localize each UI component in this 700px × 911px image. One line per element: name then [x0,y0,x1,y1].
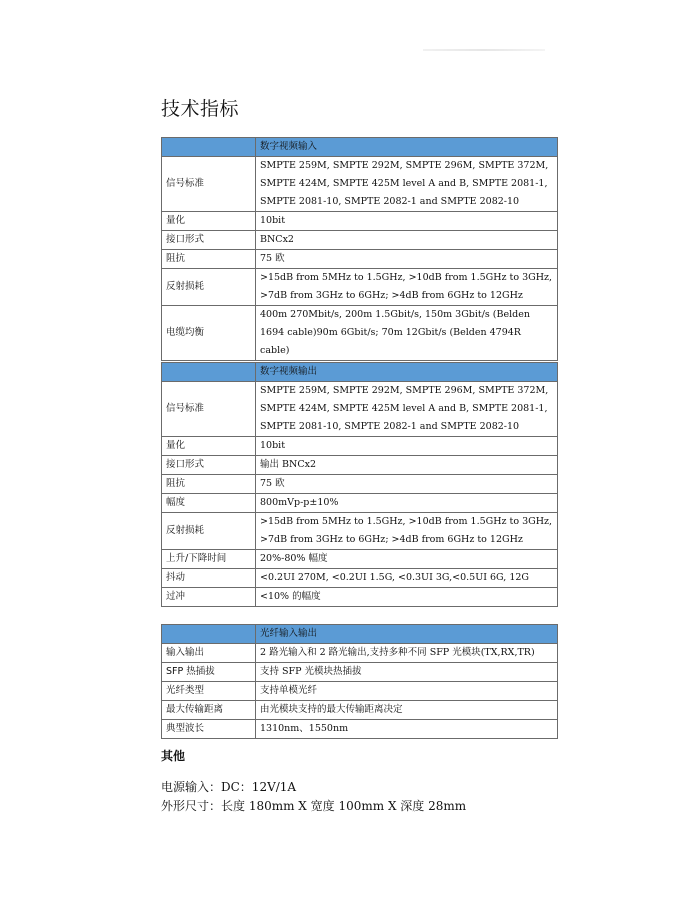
row-value: 20%-80% 幅度 [256,550,558,569]
row-value: 10bit [256,212,558,231]
table-row [162,569,558,588]
table-row [162,231,558,250]
row-value: 10bit [256,437,558,456]
row-label: SFP 热插拔 [162,663,256,682]
row-value: 支持 SFP 光模块热插拔 [256,663,558,682]
row-value: 由光模块支持的最大传输距离决定 [256,701,558,720]
table-row [162,720,558,739]
row-value: 75 欧 [256,250,558,269]
row-value: 支持单模光纤 [256,682,558,701]
row-label: 输入输出 [162,644,256,663]
page-title: 技术指标 [161,98,240,120]
row-label: 最大传输距离 [162,701,256,720]
table-header-row [162,625,558,644]
table-header: 数字视频输出 [256,363,558,382]
table-header: 光纤输入输出 [256,625,558,644]
table-row [162,588,558,607]
row-label: 抖动 [162,569,256,588]
row-label: 阻抗 [162,475,256,494]
header-blank-cell [162,625,256,644]
row-label: 电缆均衡 [162,306,256,361]
spec-table-video-input [161,137,558,361]
table-row [162,494,558,513]
table-row [162,269,558,306]
row-value: >15dB from 5MHz to 1.5GHz, >10dB from 1.5GHz to 3GHz, >7dB from 3GHz to 6GHz; >4dB from 6GHz to 12GHz [256,269,558,306]
row-label: 信号标准 [162,382,256,437]
table-row [162,475,558,494]
spec-table-fiber-io [161,624,558,739]
row-label: 信号标准 [162,157,256,212]
row-value: SMPTE 259M, SMPTE 292M, SMPTE 296M, SMPTE 372M, SMPTE 424M, SMPTE 425M level A and B, SMPTE 2081-1, SMPTE 2081-10, SMPTE 2082-1 and SMPTE 2082-10 [256,157,558,212]
dimensions-line: 外形尺寸：长度 180mm X 宽度 100mm X 深度 28mm [161,799,467,813]
table-row [162,550,558,569]
table-row [162,382,558,437]
row-label: 幅度 [162,494,256,513]
table-header: 数字视频输入 [256,138,558,157]
row-label: 典型波长 [162,720,256,739]
row-label: 反射损耗 [162,269,256,306]
row-value: 400m 270Mbit/s, 200m 1.5Gbit/s, 150m 3Gbit/s (Belden 1694 cable)90m 6Gbit/s; 70m 12Gbit/s (Belden 4794R cable) [256,306,558,361]
table-header-row [162,138,558,157]
table-row [162,157,558,212]
row-value: 2 路光输入和 2 路光输出,支持多种不同 SFP 光模块(TX,RX,TR) [256,644,558,663]
row-value: <10% 的幅度 [256,588,558,607]
row-label: 接口形式 [162,456,256,475]
row-label: 过冲 [162,588,256,607]
row-label: 上升/下降时间 [162,550,256,569]
row-value: 800mVp-p±10% [256,494,558,513]
row-value: 1310nm、1550nm [256,720,558,739]
table-row [162,212,558,231]
table-row [162,644,558,663]
row-value: SMPTE 259M, SMPTE 292M, SMPTE 296M, SMPTE 372M, SMPTE 424M, SMPTE 425M level A and B, SMPTE 2081-1, SMPTE 2081-10, SMPTE 2082-1 and SMPTE 2082-10 [256,382,558,437]
row-value: BNCx2 [256,231,558,250]
table-row [162,250,558,269]
table-row [162,456,558,475]
row-label: 光纤类型 [162,682,256,701]
row-value: <0.2UI 270M, <0.2UI 1.5G, <0.3UI 3G,<0.5UI 6G, 12G [256,569,558,588]
row-label: 阻抗 [162,250,256,269]
row-value: 输出 BNCx2 [256,456,558,475]
spec-table-video-output [161,362,558,607]
table-row [162,437,558,456]
row-value: 75 欧 [256,475,558,494]
table-row [162,701,558,720]
header-blank-cell [162,138,256,157]
table-row [162,513,558,550]
row-label: 反射损耗 [162,513,256,550]
table-row [162,663,558,682]
other-heading: 其他 [161,749,186,763]
table-row [162,682,558,701]
header-rule [423,49,545,51]
power-input-line: 电源输入：DC：12V/1A [161,780,297,794]
table-header-row [162,363,558,382]
header-blank-cell [162,363,256,382]
row-label: 量化 [162,212,256,231]
row-label: 量化 [162,437,256,456]
row-value: >15dB from 5MHz to 1.5GHz, >10dB from 1.5GHz to 3GHz, >7dB from 3GHz to 6GHz; >4dB from 6GHz to 12GHz [256,513,558,550]
row-label: 接口形式 [162,231,256,250]
table-row [162,306,558,361]
